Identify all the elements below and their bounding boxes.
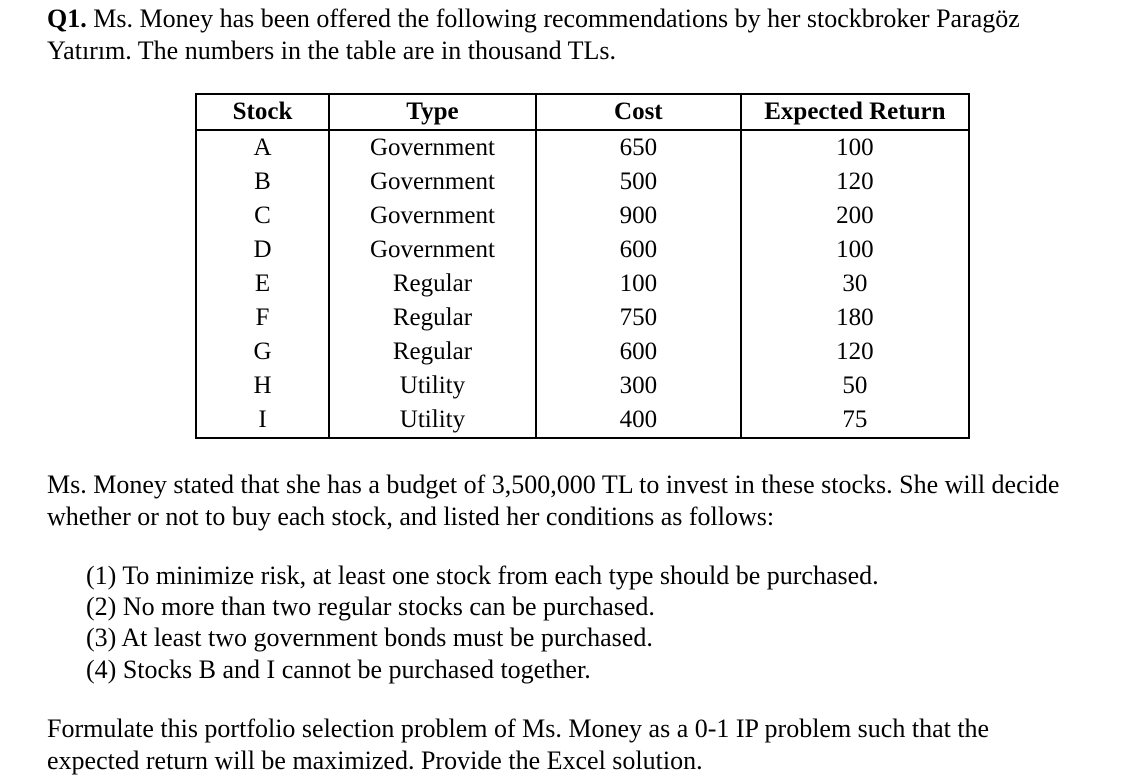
- condition-4: (4) Stocks B and I cannot be purchased together.: [86, 655, 591, 684]
- table-row: [196, 165, 969, 199]
- cell-return: 100: [741, 233, 969, 267]
- cell-return: 75: [741, 403, 969, 438]
- question-intro-text: Ms. Money has been offered the following recommendations by her stockbroker Paragöz: [86, 4, 1020, 33]
- table-row: [196, 130, 969, 165]
- cell-return: 30: [741, 267, 969, 301]
- cell-cost: 400: [536, 403, 741, 438]
- cell-cost: 750: [536, 301, 741, 335]
- budget-line-1: Ms. Money stated that she has a budget of 3,500,000 TL to invest in these stocks. She will decide: [47, 470, 1060, 499]
- cell-type: Utility: [329, 403, 536, 438]
- condition-1: (1) To minimize risk, at least one stock from each type should be purchased.: [86, 561, 879, 590]
- cell-stock: I: [196, 403, 329, 438]
- header-expected-return: Expected Return: [741, 94, 969, 130]
- question-intro-line-1: [47, 3, 1020, 35]
- cell-type: Regular: [329, 301, 536, 335]
- cell-cost: 100: [536, 267, 741, 301]
- cell-type: Government: [329, 233, 536, 267]
- question-label: Q1.: [47, 4, 87, 33]
- table-row: [196, 403, 969, 438]
- question-intro-line-2: Yatırım. The numbers in the table are in thousand TLs.: [47, 36, 617, 65]
- cell-type: Regular: [329, 335, 536, 369]
- cell-return: 50: [741, 369, 969, 403]
- cell-type: Government: [329, 165, 536, 199]
- cell-stock: C: [196, 199, 329, 233]
- cell-type: Government: [329, 130, 536, 165]
- cell-cost: 500: [536, 165, 741, 199]
- cell-cost: 600: [536, 233, 741, 267]
- cell-return: 100: [741, 130, 969, 165]
- table-row: [196, 233, 969, 267]
- cell-stock: H: [196, 369, 329, 403]
- cell-stock: B: [196, 165, 329, 199]
- cell-type: Utility: [329, 369, 536, 403]
- cell-type: Regular: [329, 267, 536, 301]
- cell-stock: E: [196, 267, 329, 301]
- table-header-row: [196, 94, 969, 130]
- table-row: [196, 301, 969, 335]
- table-row: [196, 369, 969, 403]
- cell-type: Government: [329, 199, 536, 233]
- cell-cost: 600: [536, 335, 741, 369]
- cell-return: 120: [741, 165, 969, 199]
- task-line-2: expected return will be maximized. Provide the Excel solution.: [47, 746, 703, 775]
- condition-3: (3) At least two government bonds must be purchased.: [86, 623, 653, 652]
- task-line-1: Formulate this portfolio selection problem of Ms. Money as a 0-1 IP problem such that the: [47, 714, 990, 743]
- cell-cost: 650: [536, 130, 741, 165]
- cell-stock: G: [196, 335, 329, 369]
- cell-return: 120: [741, 335, 969, 369]
- cell-return: 180: [741, 301, 969, 335]
- cell-cost: 900: [536, 199, 741, 233]
- cell-stock: A: [196, 130, 329, 165]
- cell-stock: D: [196, 233, 329, 267]
- table-row: [196, 199, 969, 233]
- header-cost: Cost: [536, 94, 741, 130]
- table-row: [196, 267, 969, 301]
- cell-stock: F: [196, 301, 329, 335]
- stock-table: [195, 93, 970, 439]
- cell-return: 200: [741, 199, 969, 233]
- table-row: [196, 335, 969, 369]
- header-stock: Stock: [196, 94, 329, 130]
- cell-cost: 300: [536, 369, 741, 403]
- header-type: Type: [329, 94, 536, 130]
- condition-2: (2) No more than two regular stocks can be purchased.: [86, 592, 655, 621]
- budget-line-2: whether or not to buy each stock, and listed her conditions as follows:: [47, 502, 775, 531]
